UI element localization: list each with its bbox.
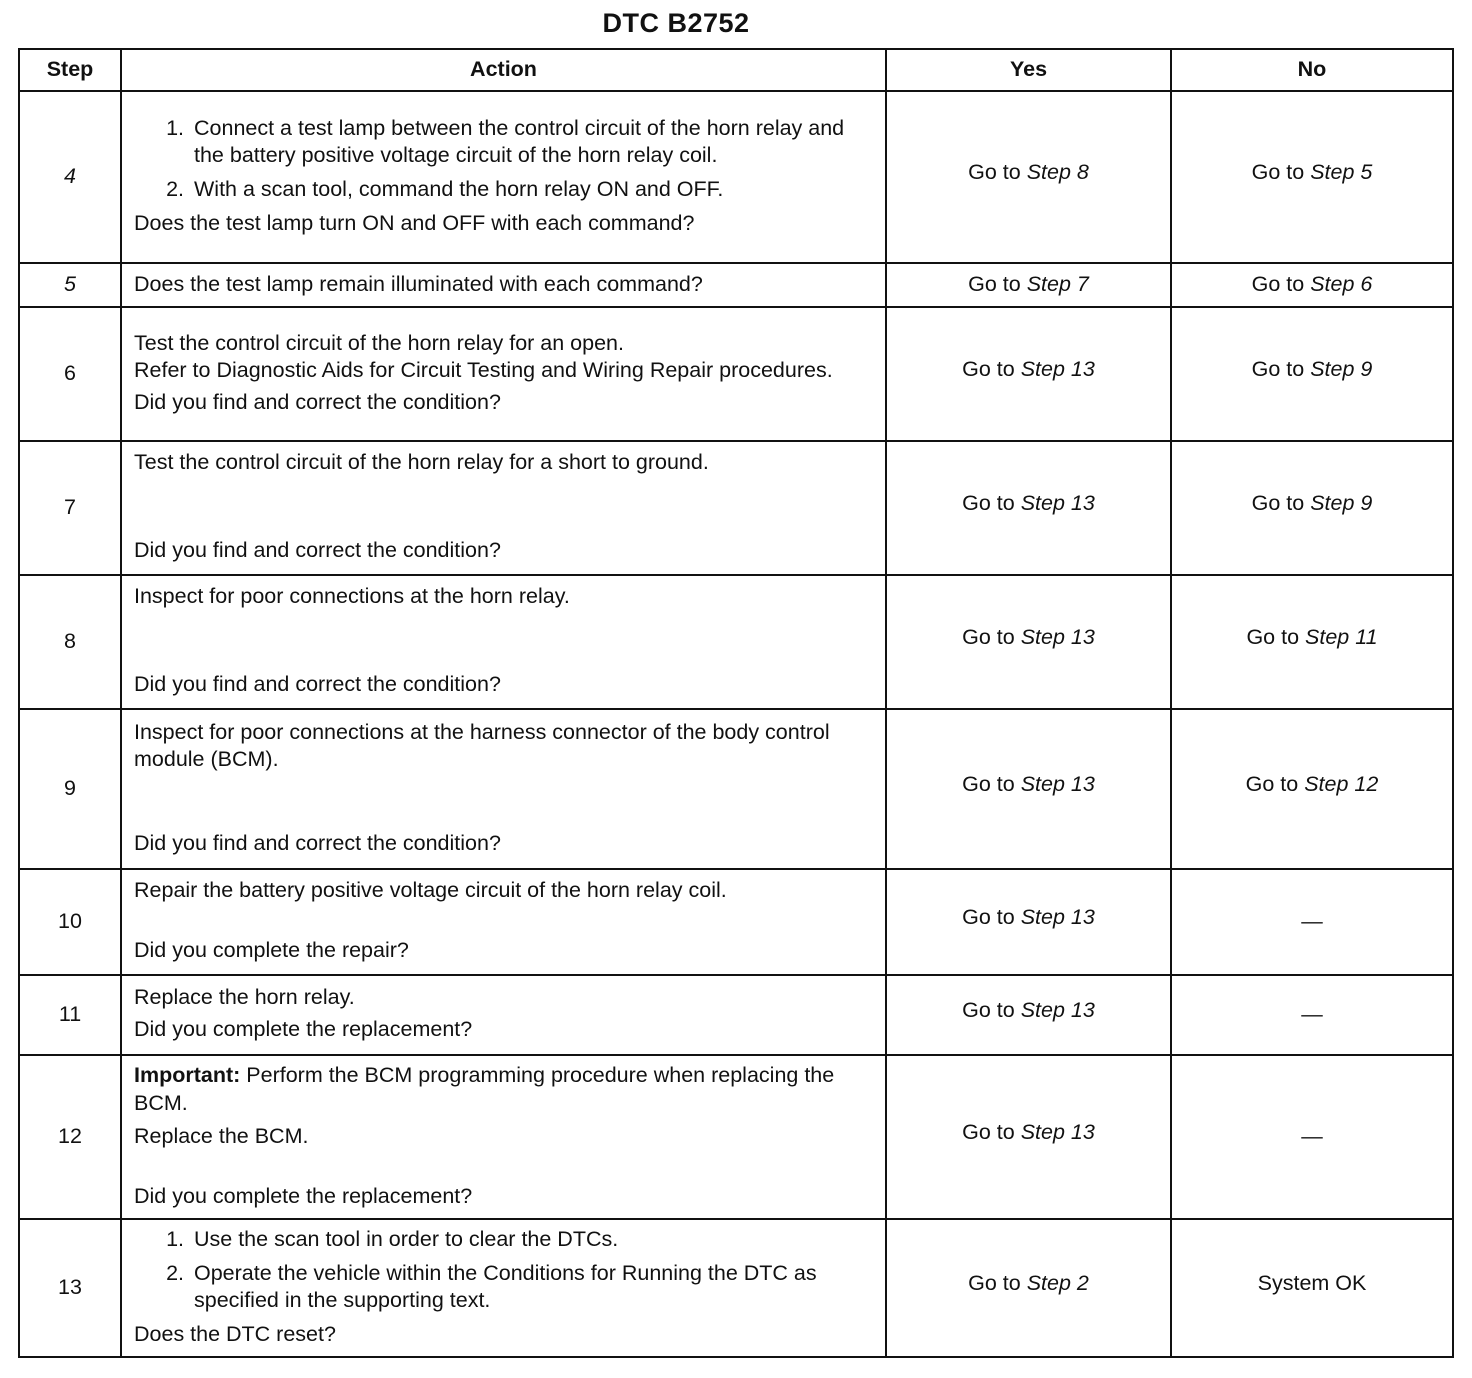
yes-cell xyxy=(886,1219,1171,1357)
no-value: — xyxy=(1301,1002,1323,1027)
action-text: Inspect for poor connections at the horn relay. xyxy=(134,584,570,609)
action-text: Repair the battery positive voltage circuit of the horn relay coil. xyxy=(134,878,727,903)
goto-prefix: Go to xyxy=(968,1271,1021,1296)
action-cell xyxy=(121,441,886,575)
table-row xyxy=(19,709,1453,869)
table-row xyxy=(19,441,1453,575)
question: Did you find and correct the condition? xyxy=(134,830,501,855)
goto-prefix: Go to xyxy=(962,905,1015,930)
step-number: 7 xyxy=(19,441,121,575)
yes-cell xyxy=(886,263,1171,307)
list-item: 2. Operate the vehicle within the Conditions for Running the DTC as specified in the supporting text. xyxy=(190,1260,873,1315)
goto-prefix: Go to xyxy=(968,160,1021,185)
goto-target: Step 8 xyxy=(1026,160,1089,185)
action-cell xyxy=(121,575,886,709)
question: Did you find and correct the condition? xyxy=(134,538,501,562)
action-text: Refer to Diagnostic Aids for Circuit Testing and Wiring Repair procedures. xyxy=(134,358,833,383)
step-number: 11 xyxy=(19,975,121,1055)
goto-prefix: Go to xyxy=(1251,272,1305,297)
no-cell xyxy=(1171,1055,1453,1219)
goto-target: Step 13 xyxy=(1020,625,1095,650)
goto-target: Step 13 xyxy=(1020,491,1095,516)
goto-target: Step 2 xyxy=(1026,1271,1089,1296)
header-yes: Yes xyxy=(886,49,1171,91)
action-text: Test the control circuit of the horn relay for an open. xyxy=(134,330,624,355)
question: Did you find and correct the condition? xyxy=(134,672,501,696)
question: Does the test lamp remain illuminated with each command? xyxy=(134,272,703,297)
yes-cell xyxy=(886,709,1171,869)
header-no: No xyxy=(1171,49,1453,91)
goto-target: Step 5 xyxy=(1310,160,1373,185)
goto-target: Step 13 xyxy=(1020,1120,1095,1145)
yes-cell xyxy=(886,307,1171,441)
goto-prefix: Go to xyxy=(1245,772,1299,797)
action-cell xyxy=(121,709,886,869)
yes-cell xyxy=(886,869,1171,975)
no-cell xyxy=(1171,709,1453,869)
step-number: 4 xyxy=(19,91,121,263)
step-number: 6 xyxy=(19,307,121,441)
action-cell xyxy=(121,869,886,975)
no-value: — xyxy=(1301,1124,1323,1149)
action-text: Replace the BCM. xyxy=(134,1124,309,1149)
action-cell xyxy=(121,1055,886,1219)
goto-prefix: Go to xyxy=(1251,160,1305,185)
step-number: 12 xyxy=(19,1055,121,1219)
list-item: 1. Use the scan tool in order to clear the DTCs. xyxy=(190,1226,873,1254)
goto-prefix: Go to xyxy=(962,998,1015,1023)
goto-prefix: Go to xyxy=(962,357,1015,382)
goto-prefix: Go to xyxy=(968,272,1021,297)
header-action: Action xyxy=(121,49,886,91)
step-number: 8 xyxy=(19,575,121,709)
table-row xyxy=(19,575,1453,709)
no-cell xyxy=(1171,975,1453,1055)
header-step: Step xyxy=(19,49,121,91)
action-cell xyxy=(121,975,886,1055)
goto-prefix: Go to xyxy=(962,772,1015,797)
dtc-table xyxy=(18,48,1454,1358)
question: Does the DTC reset? xyxy=(134,1321,336,1346)
no-cell xyxy=(1171,91,1453,263)
action-cell xyxy=(121,263,886,307)
goto-target: Step 12 xyxy=(1304,772,1379,797)
question: Did you find and correct the condition? xyxy=(134,389,501,414)
important-label: Important: xyxy=(134,1063,241,1087)
action-text: Inspect for poor connections at the harness connector of the body control module (BCM). xyxy=(134,719,830,772)
yes-cell xyxy=(886,1055,1171,1219)
action-cell xyxy=(121,307,886,441)
table-row xyxy=(19,307,1453,441)
important-note xyxy=(134,1062,873,1117)
no-cell xyxy=(1171,575,1453,709)
action-text: Test the control circuit of the horn relay for a short to ground. xyxy=(134,450,709,475)
no-cell xyxy=(1171,441,1453,575)
action-cell xyxy=(121,1219,886,1357)
no-value: System OK xyxy=(1257,1271,1367,1296)
step-number: 13 xyxy=(19,1219,121,1357)
action-text: Replace the horn relay. xyxy=(134,985,355,1010)
question: Does the test lamp turn ON and OFF with each command? xyxy=(134,210,695,235)
no-cell xyxy=(1171,307,1453,441)
goto-target: Step 7 xyxy=(1026,272,1089,297)
goto-prefix: Go to xyxy=(1246,625,1300,650)
goto-prefix: Go to xyxy=(1251,491,1305,516)
goto-target: Step 6 xyxy=(1310,272,1373,297)
goto-prefix: Go to xyxy=(962,491,1015,516)
no-cell xyxy=(1171,869,1453,975)
action-cell xyxy=(121,91,886,263)
step-number: 5 xyxy=(19,263,121,307)
table-row xyxy=(19,869,1453,975)
header-row xyxy=(19,49,1453,91)
table-row xyxy=(19,1055,1453,1219)
question: Did you complete the repair? xyxy=(134,938,409,962)
goto-target: Step 13 xyxy=(1020,357,1095,382)
goto-target: Step 13 xyxy=(1020,772,1095,797)
step-number: 10 xyxy=(19,869,121,975)
table-row xyxy=(19,91,1453,263)
question: Did you complete the replacement? xyxy=(134,1183,473,1208)
list-item: 1. Connect a test lamp between the control circuit of the horn relay and the battery positive voltage circuit of the horn relay coil. xyxy=(190,115,873,170)
step-number: 9 xyxy=(19,709,121,869)
question: Did you complete the replacement? xyxy=(134,1017,473,1041)
action-steps xyxy=(134,115,873,204)
yes-cell xyxy=(886,441,1171,575)
goto-prefix: Go to xyxy=(962,625,1015,650)
yes-cell xyxy=(886,975,1171,1055)
yes-cell xyxy=(886,575,1171,709)
goto-target: Step 13 xyxy=(1020,905,1095,930)
no-cell xyxy=(1171,1219,1453,1357)
table-row xyxy=(19,263,1453,307)
goto-target: Step 11 xyxy=(1305,625,1378,650)
list-item: 2. With a scan tool, command the horn relay ON and OFF. xyxy=(190,176,873,204)
yes-cell xyxy=(886,91,1171,263)
no-cell xyxy=(1171,263,1453,307)
goto-target: Step 9 xyxy=(1310,491,1373,516)
goto-target: Step 13 xyxy=(1020,998,1095,1023)
goto-target: Step 9 xyxy=(1310,357,1373,382)
table-row xyxy=(19,975,1453,1055)
goto-prefix: Go to xyxy=(962,1120,1015,1145)
important-text: Perform the BCM programming procedure when replacing the BCM. xyxy=(134,1063,835,1115)
table-row xyxy=(19,1219,1453,1357)
goto-prefix: Go to xyxy=(1251,357,1305,382)
action-steps xyxy=(134,1226,873,1315)
page-title: DTC B2752 xyxy=(602,8,750,38)
no-value: — xyxy=(1301,909,1323,934)
